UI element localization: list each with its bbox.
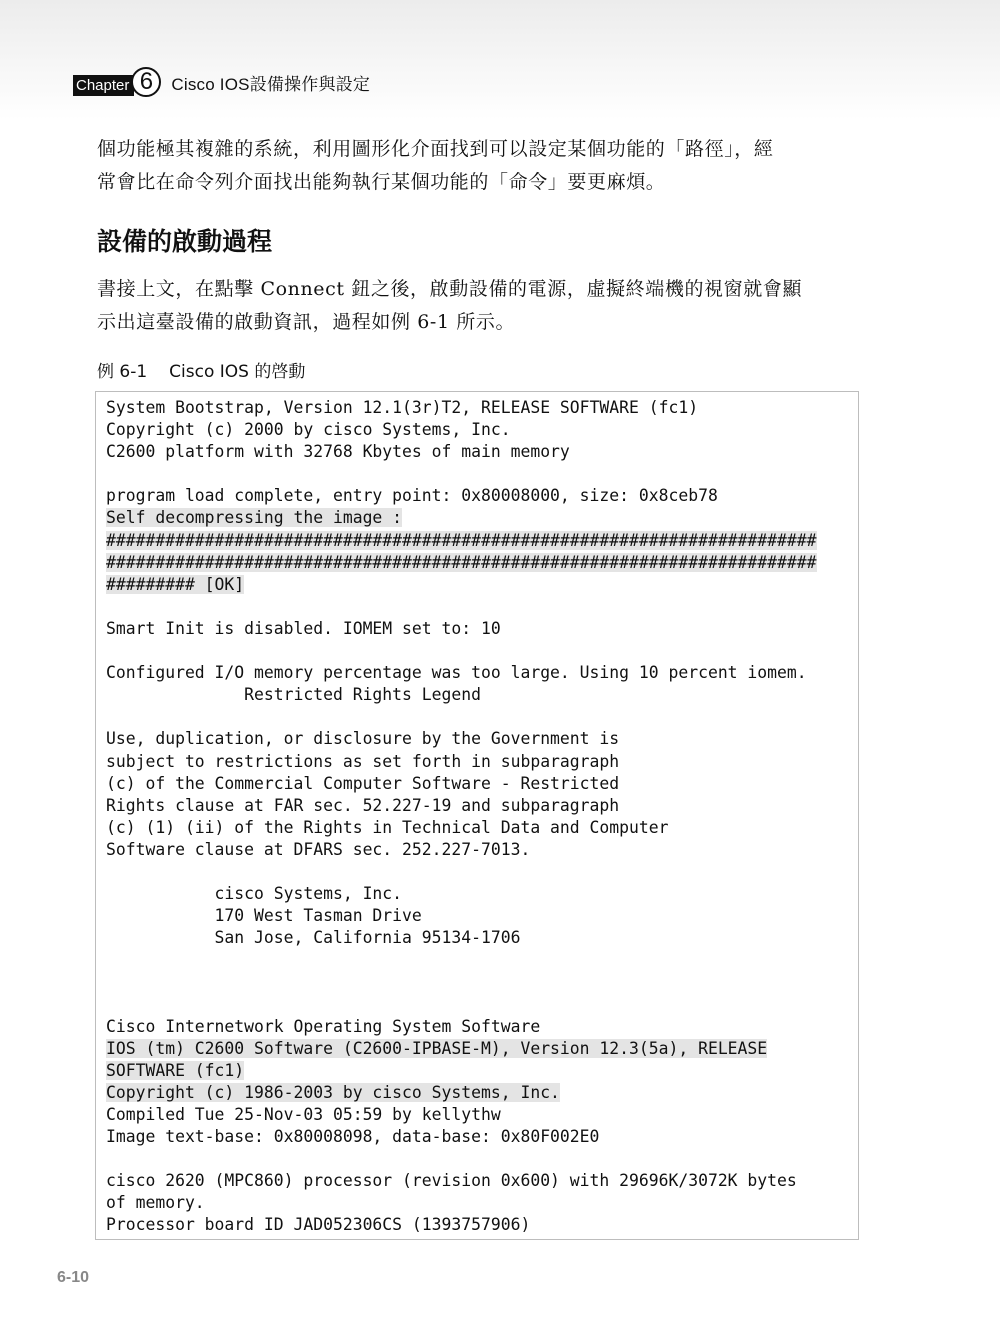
code-line-text: System Bootstrap, Version 12.1(3r)T2, RELEASE SOFTWARE (fc1) bbox=[106, 398, 699, 417]
code-line-text: ######################################################################## bbox=[106, 530, 817, 550]
code-line bbox=[106, 441, 858, 463]
section-line-2: 示出這臺設備的啟動資訊，過程如例 6-1 所示。 bbox=[97, 311, 516, 333]
code-line-text: Self decompressing the image : bbox=[106, 508, 403, 528]
code-line-text: Smart Init is disabled. IOMEM set to: 10 bbox=[106, 618, 501, 638]
code-line bbox=[106, 839, 858, 861]
code-line bbox=[106, 419, 858, 441]
intro-line-2: 常會比在命令列介面找出能夠執行某個功能的「命令」要更麻煩。 bbox=[97, 171, 666, 193]
code-line bbox=[106, 773, 858, 795]
code-line-text: ######### [OK] bbox=[106, 574, 245, 594]
code-line bbox=[106, 795, 858, 817]
code-line-text: Processor board ID JAD052306CS (1393757906) bbox=[106, 1215, 531, 1235]
code-line bbox=[106, 596, 858, 618]
code-line bbox=[106, 883, 858, 905]
code-line bbox=[106, 640, 858, 662]
code-line bbox=[106, 1148, 858, 1170]
code-line bbox=[106, 530, 858, 552]
code-line-text: program load complete, entry point: 0x80008000, size: 0x8ceb78 bbox=[106, 486, 718, 506]
code-listing bbox=[95, 391, 859, 1240]
code-line-text: Restricted Rights Legend bbox=[106, 685, 481, 705]
code-line-text: subject to restrictions as set forth in subparagraph bbox=[106, 751, 620, 771]
code-line bbox=[106, 1192, 858, 1214]
intro-line-1: 個功能極其複雜的系統，利用圖形化介面找到可以設定某個功能的「路徑」，經 bbox=[97, 138, 774, 160]
code-line bbox=[106, 1016, 858, 1038]
code-line bbox=[106, 949, 858, 971]
chapter-title: Cisco IOS設備操作與設定 bbox=[171, 74, 371, 94]
code-line bbox=[106, 397, 858, 419]
code-line-text: of memory. bbox=[106, 1193, 205, 1213]
section-line-1: 書接上文，在點擊 Connect 鈕之後，啟動設備的電源，虛擬終端機的視窗就會顯 bbox=[97, 278, 803, 300]
code-line bbox=[106, 751, 858, 773]
code-line bbox=[106, 905, 858, 927]
code-line-text: (c) of the Commercial Computer Software - Restricted bbox=[106, 773, 620, 793]
code-line bbox=[106, 861, 858, 883]
code-line bbox=[106, 507, 858, 529]
code-line-text: Software clause at DFARS sec. 252.227-7013. bbox=[106, 839, 531, 859]
code-line bbox=[106, 994, 858, 1016]
code-line-text: Copyright (c) 1986-2003 by cisco Systems, Inc. bbox=[106, 1082, 560, 1102]
code-line bbox=[106, 706, 858, 728]
code-line bbox=[106, 1082, 858, 1104]
header-band bbox=[0, 0, 1000, 120]
code-line bbox=[106, 574, 858, 596]
section-paragraph bbox=[97, 273, 859, 339]
code-line-text: SOFTWARE (fc1) bbox=[106, 1060, 245, 1080]
code-line-text: San Jose, California 95134-1706 bbox=[106, 928, 521, 948]
code-line-text: Compiled Tue 25-Nov-03 05:59 by kellythw bbox=[106, 1105, 501, 1124]
section-heading: 設備的啟動過程 bbox=[97, 227, 273, 256]
code-line-text: Rights clause at FAR sec. 52.227-19 and subparagraph bbox=[106, 795, 620, 815]
code-line bbox=[106, 662, 858, 684]
code-line-text: Cisco Internetwork Operating System Software bbox=[106, 1016, 541, 1036]
chapter-header bbox=[73, 64, 370, 100]
code-line-text: ######################################################################## bbox=[106, 552, 817, 572]
code-line-text: cisco Systems, Inc. bbox=[106, 884, 403, 904]
code-line bbox=[106, 1126, 858, 1148]
code-line bbox=[106, 485, 858, 507]
code-line bbox=[106, 463, 858, 485]
code-line-text: Copyright (c) 2000 by cisco Systems, Inc. bbox=[106, 420, 511, 440]
code-line-text: (c) (1) (ii) of the Rights in Technical Data and Computer bbox=[106, 817, 669, 837]
code-line bbox=[106, 728, 858, 750]
code-line bbox=[106, 1060, 858, 1082]
example-caption bbox=[97, 360, 305, 384]
code-line-text: Configured I/O memory percentage was too large. Using 10 percent iomem. bbox=[106, 663, 807, 683]
code-line-text: cisco 2620 (MPC860) processor (revision 0x600) with 29696K/3072K bytes bbox=[106, 1171, 797, 1191]
example-number: 例 6-1 bbox=[97, 362, 148, 382]
code-line bbox=[106, 817, 858, 839]
code-line bbox=[106, 1104, 858, 1126]
chapter-label: Chapter bbox=[73, 75, 134, 96]
code-line-text: C2600 platform with 32768 Kbytes of main memory bbox=[106, 442, 570, 462]
code-line-text: IOS (tm) C2600 Software (C2600-IPBASE-M), Version 12.3(5a), RELEASE bbox=[106, 1038, 768, 1058]
chapter-number-badge: 6 bbox=[131, 67, 161, 97]
code-line-text: Image text-base: 0x80008098, data-base: 0x80F002E0 bbox=[106, 1127, 600, 1147]
intro-paragraph bbox=[97, 133, 859, 199]
code-line bbox=[106, 1038, 858, 1060]
code-line-text: Use, duplication, or disclosure by the Government is bbox=[106, 729, 620, 749]
example-title: Cisco IOS 的啓動 bbox=[169, 362, 306, 382]
code-line bbox=[106, 1170, 858, 1192]
page-number: 6-10 bbox=[57, 1269, 90, 1286]
code-line bbox=[106, 971, 858, 993]
code-line bbox=[106, 927, 858, 949]
code-line bbox=[106, 684, 858, 706]
code-line-text: 170 West Tasman Drive bbox=[106, 906, 422, 926]
code-line bbox=[106, 1214, 858, 1236]
code-line bbox=[106, 618, 858, 640]
code-line bbox=[106, 552, 858, 574]
